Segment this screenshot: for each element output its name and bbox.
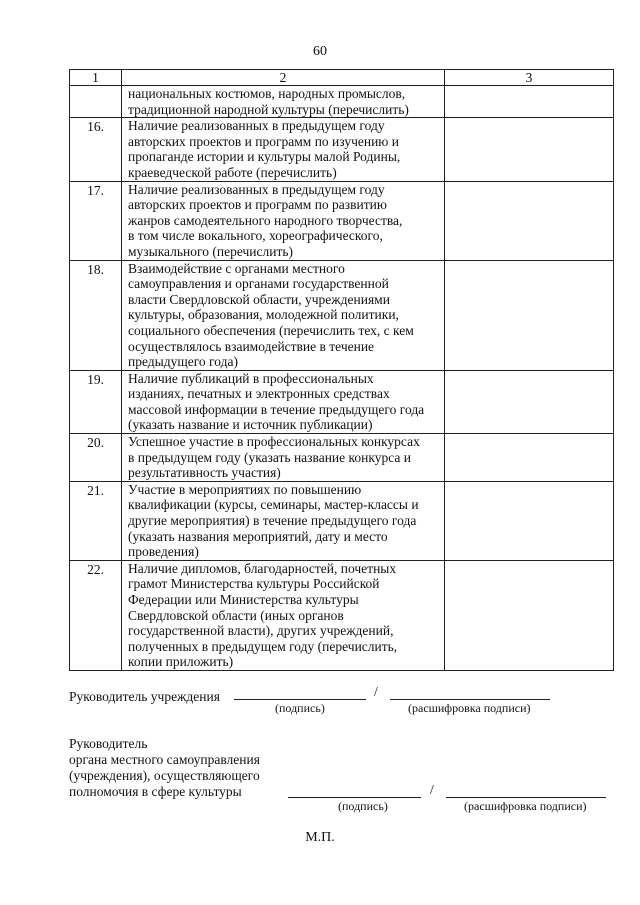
row-number: 19. <box>70 370 122 433</box>
table-row <box>70 370 614 433</box>
signature1-transcript-line[interactable] <box>390 699 550 700</box>
row-number: 16. <box>70 118 122 181</box>
table-row <box>70 181 614 260</box>
row-value-cell[interactable] <box>445 370 614 433</box>
report-table <box>69 69 614 671</box>
table-row <box>70 118 614 181</box>
row-value-cell[interactable] <box>445 560 614 670</box>
row-value-cell[interactable] <box>445 434 614 482</box>
row-number: 20. <box>70 434 122 482</box>
signature1-caption-transcript: (расшифровка подписи) <box>408 701 531 715</box>
signature2-transcript-line[interactable] <box>446 797 606 798</box>
row-criterion: Наличие реализованных в предыдущем году авторских проектов и программ по изучению и пропаганде истории и культуры малой Родины, краеведческой работе (перечислить) <box>122 118 445 181</box>
row-value-cell[interactable] <box>445 181 614 260</box>
column-header-3: 3 <box>445 70 614 86</box>
signature1-label: Руководитель учреждения <box>69 689 220 704</box>
row-criterion: Наличие реализованных в предыдущем году авторских проектов и программ по развитию жанров самодеятельного народного творчества, в том числе вокального, хореографического, музыкального (перечислить) <box>122 181 445 260</box>
row-criterion: национальных костюмов, народных промыслов, традиционной народной культуры (перечислить) <box>122 86 445 118</box>
row-number <box>70 86 122 118</box>
row-value-cell[interactable] <box>445 260 614 370</box>
signature2-caption-transcript: (расшифровка подписи) <box>464 799 587 813</box>
row-value-cell[interactable] <box>445 118 614 181</box>
table-row <box>70 260 614 370</box>
row-value-cell[interactable] <box>445 86 614 118</box>
column-header-1: 1 <box>70 70 122 86</box>
signature2-slash: / <box>430 782 434 797</box>
row-criterion: Участие в мероприятиях по повышению квалификации (курсы, семинары, мастер-классы и другие мероприятия) в течение предыдущего года (указать названия мероприятий, дату и место проведения) <box>122 481 445 560</box>
row-value-cell[interactable] <box>445 481 614 560</box>
row-criterion: Успешное участие в профессиональных конкурсах в предыдущем году (указать название конкурса и результативность участия) <box>122 434 445 482</box>
table-header-row <box>70 70 614 86</box>
row-number: 18. <box>70 260 122 370</box>
signature2-caption-sign: (подпись) <box>338 799 388 813</box>
row-criterion: Наличие публикаций в профессиональных изданиях, печатных и электронных средствах массовой информации в течение предыдущего года (указать название и источник публикации) <box>122 370 445 433</box>
signature1-slash: / <box>374 684 378 699</box>
signature2-label: Руководитель органа местного самоуправления (учреждения), осуществляющего полномочия в сфере культуры <box>69 736 260 799</box>
row-number: 22. <box>70 560 122 670</box>
table-row <box>70 481 614 560</box>
table-row <box>70 434 614 482</box>
column-header-2: 2 <box>122 70 445 86</box>
signature2-sign-line[interactable] <box>288 797 421 798</box>
table-row <box>70 86 614 118</box>
row-criterion: Взаимодействие с органами местного самоуправления и органами государственной власти Свердловской области, учреждениями культуры, образования, молодежной политики, социального обеспечения (перечислить тех, с кем осуществлялось взаимодействие в течение предыдущего года) <box>122 260 445 370</box>
signature1-caption-sign: (подпись) <box>275 701 325 715</box>
row-number: 21. <box>70 481 122 560</box>
signature1-sign-line[interactable] <box>234 699 366 700</box>
table-row <box>70 560 614 670</box>
row-number: 17. <box>70 181 122 260</box>
stamp-place: М.П. <box>305 830 335 845</box>
page-number: 60 <box>313 44 327 59</box>
row-criterion: Наличие дипломов, благодарностей, почетных грамот Министерства культуры Российской Федерации или Министерства культуры Свердловской области (иных органов государственной власти), других учреждений, полученных в предыдущем году (перечислить, копии приложить) <box>122 560 445 670</box>
